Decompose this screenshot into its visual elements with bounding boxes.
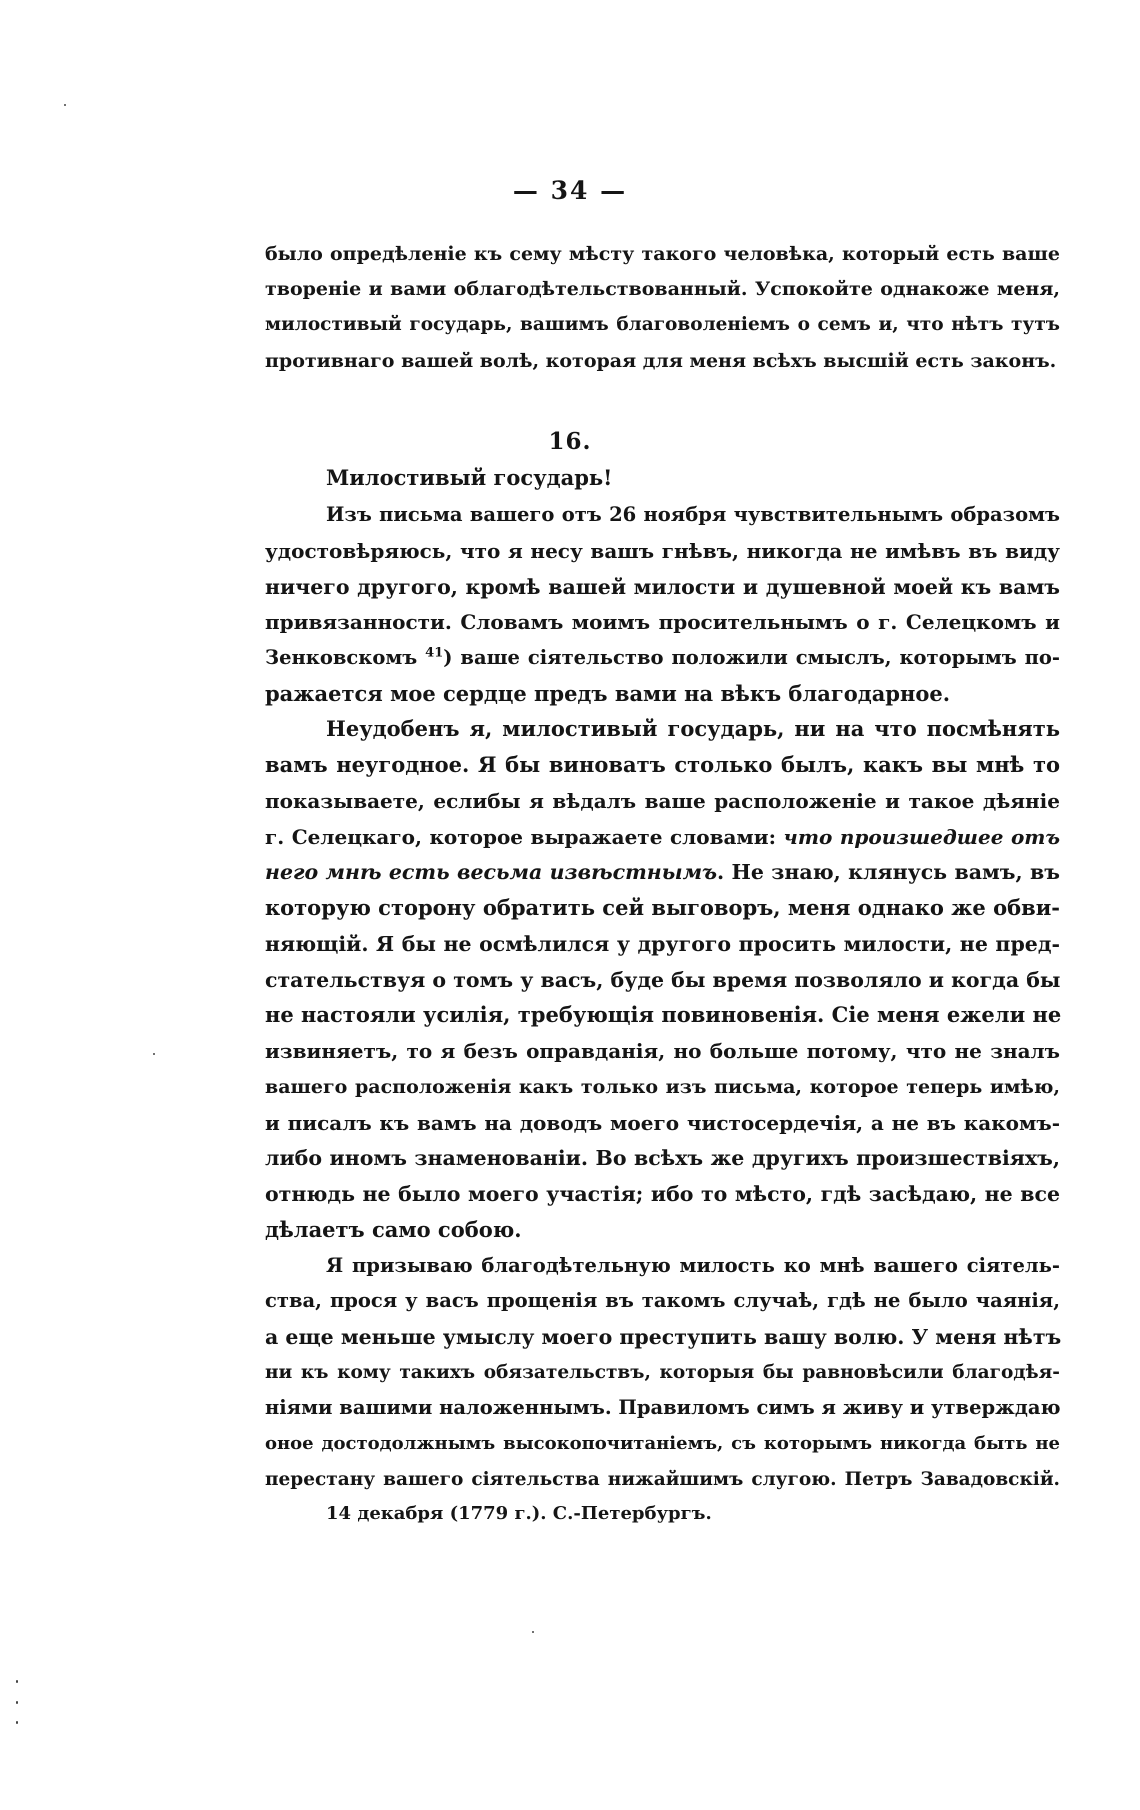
text-line: вашего расположенія какъ только изъ письма, которое теперь имѣю, xyxy=(265,1076,1060,1098)
text-line: привязанности. Словамъ моимъ просительнымъ о г. Селецкомъ и xyxy=(265,610,1060,634)
text-line: ничего другого, кромѣ вашей милости и душевной моей къ вамъ xyxy=(265,575,1060,599)
scan-speck xyxy=(16,1701,18,1704)
text-segment: ) ваше сіятельство положили смыслъ, которымъ по- xyxy=(443,646,1061,669)
text-line xyxy=(265,822,1060,852)
text-line: извиняетъ, то я безъ оправданія, но больше потому, что не зналъ xyxy=(265,1039,1060,1063)
quoted-phrase: что произшедшее отъ xyxy=(783,825,1060,849)
text-line: твореніе и вами облагодѣтельствованный. Успокойте однакоже меня, xyxy=(265,278,1060,300)
text-line: Неудобенъ я, милостивый государь, ни на что посмѣнять xyxy=(326,716,1060,741)
text-line: ства, прося у васъ прощенія въ такомъ случаѣ, гдѣ не было чаянія, xyxy=(265,1289,1060,1312)
text-line: дѣлаетъ само собою. xyxy=(265,1217,522,1242)
scan-speck xyxy=(532,1631,534,1633)
scan-speck xyxy=(16,1680,18,1683)
scan-speck xyxy=(64,104,66,106)
text-line: вамъ неугодное. Я бы виноватъ столько былъ, какъ вы мнѣ то xyxy=(265,752,1060,777)
text-line: стательствуя о томъ у васъ, буде бы время позволяло и когда бы xyxy=(265,968,1061,992)
quoted-phrase: него мнѣ есть весьма извѣстнымъ xyxy=(265,860,717,884)
text-line: ражается мое сердце предъ вами на вѣкъ благодарное. xyxy=(265,681,951,706)
text-line: либо иномъ знаменованіи. Во всѣхъ же другихъ произшествіяхъ, xyxy=(265,1146,1060,1170)
page-number: — 34 — xyxy=(512,176,628,205)
text-line: Изъ письма вашего отъ 26 ноября чувствительнымъ образомъ xyxy=(326,503,1060,526)
scan-speck xyxy=(16,1721,18,1724)
text-line xyxy=(265,643,1060,673)
text-line xyxy=(265,857,1060,887)
text-line: ніями вашими наложеннымъ. Правиломъ симъ я живу и утверждаю xyxy=(265,1396,1061,1419)
text-segment: г. Селецкаго, которое выражаете словами: xyxy=(265,825,784,849)
text-line: няющій. Я бы не осмѣлился у другого просить милости, не пред- xyxy=(265,932,1060,956)
text-segment: Зенковскомъ xyxy=(265,646,426,669)
text-line: оное достодолжнымъ высокопочитаніемъ, съ которымъ никогда быть не xyxy=(265,1433,1060,1454)
text-line: а еще меньше умыслу моего преступить вашу волю. У меня нѣтъ xyxy=(265,1325,1062,1349)
salutation: Милостивый государь! xyxy=(326,465,613,490)
text-line: противнаго вашей волѣ, которая для меня всѣхъ высшій есть законъ. xyxy=(265,350,1057,372)
text-line: Я призываю благодѣтельную милость ко мнѣ вашего сіятель- xyxy=(326,1254,1060,1277)
text-line: показываете, еслибы я вѣдалъ ваше расположеніе и такое дѣяніе xyxy=(265,789,1060,813)
text-line: перестану вашего сіятельства нижайшимъ слугою. Петръ Завадовскій. xyxy=(265,1469,1060,1490)
text-line: которую сторону обратить сей выговоръ, меня однако же обви- xyxy=(265,895,1060,920)
text-line: не настояли усилія, требующія повиновенія. Сіе меня ежели не xyxy=(265,1002,1062,1027)
text-line: и писалъ къ вамъ на доводъ моего чистосердечія, а не въ какомъ- xyxy=(265,1111,1060,1135)
text-line: ни къ кому такихъ обязательствъ, которыя бы равновѣсили благодѣя- xyxy=(265,1362,1060,1383)
date-place-line: 14 декабря (1779 г.). С.-Петербургъ. xyxy=(326,1503,712,1524)
text-line: отнюдь не было моего участія; ибо то мѣсто, гдѣ засѣдаю, не все xyxy=(265,1182,1060,1206)
letter-number: 16. xyxy=(548,428,592,455)
text-line: было опредѣленіе къ сему мѣсту такого человѣка, который есть ваше xyxy=(265,243,1060,265)
text-line: милостивый государь, вашимъ благоволеніемъ о семъ и, что нѣтъ тутъ xyxy=(265,314,1060,335)
scan-speck xyxy=(153,1053,155,1055)
text-segment: . Не знаю, клянусь вамъ, въ xyxy=(716,860,1060,884)
footnote-reference: 41 xyxy=(425,645,444,661)
text-line: удостовѣряюсь, что я несу вашъ гнѣвъ, никогда не имѣвъ въ виду xyxy=(265,539,1060,563)
